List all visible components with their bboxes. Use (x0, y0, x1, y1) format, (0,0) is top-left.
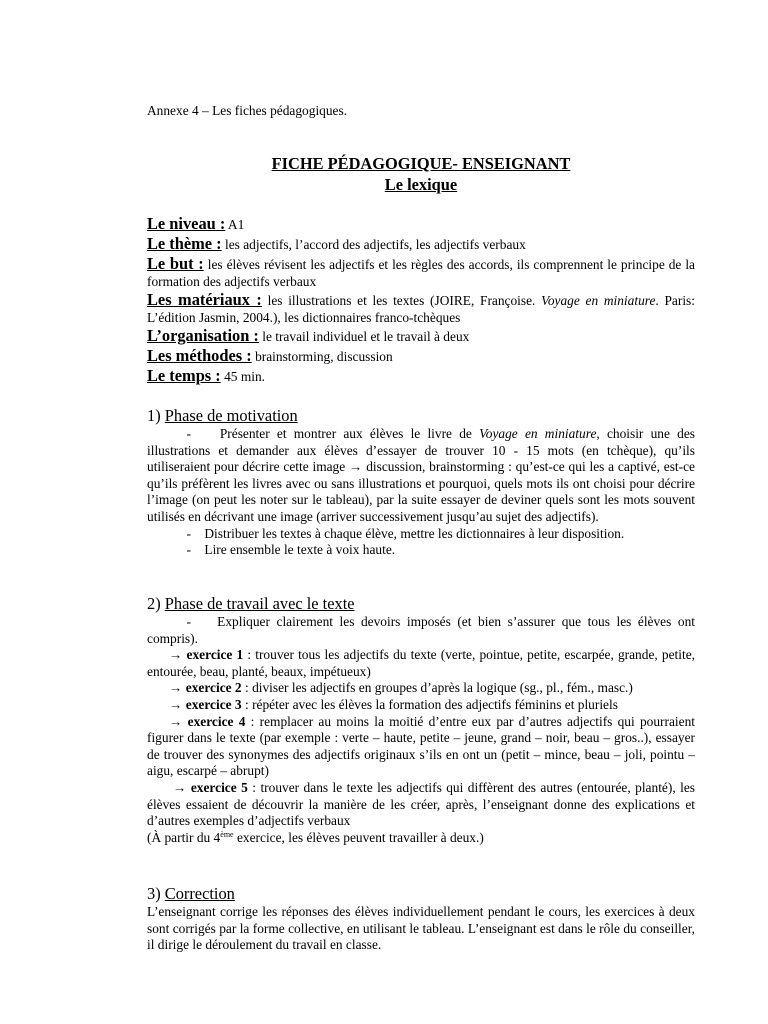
book-title: Voyage en miniature (479, 426, 597, 441)
meta-but (147, 254, 695, 290)
exercise-item (147, 780, 695, 830)
exercise-item (147, 697, 695, 714)
section-title (147, 594, 695, 614)
paragraph: L’enseignant corrige les réponses des élèves individuellement pendant le cours, les exercices à deux sont corrigés par la forme collective, en utilisant le tableau. L’enseignant est dans le rôle du conseiller, il dirige le déroulement du travail en classe. (147, 904, 695, 953)
sub-title: Le lexique (384, 175, 458, 194)
dash-marker: - (186, 525, 191, 541)
item-text: Présenter et montrer aux élèves le livre de (219, 426, 472, 441)
meta-value: le travail individuel et le travail à deux (262, 329, 470, 344)
section-title (147, 406, 695, 426)
meta-value: les adjectifs, l’accord des adjectifs, les adjectifs verbaux (225, 237, 526, 252)
meta-value: A1 (227, 217, 245, 232)
meta-value: 45 min. (224, 369, 266, 384)
exercise-text: : trouver dans le texte les adjectifs qui diffèrent des autres (entourée, planté), les élèves essaient de découvrir la manière de les créer, après, l’enseignant donne des explications et d’autres exemples d’adjectifs verbaux (147, 779, 695, 829)
exercise-item (147, 714, 695, 780)
section-heading: Phase de travail avec le texte (164, 594, 355, 613)
section-motivation (147, 406, 695, 559)
section-heading: Phase de motivation (164, 406, 298, 425)
meta-label: Les matériaux : (147, 290, 262, 309)
section-number: 3) (147, 884, 161, 903)
list-item (147, 526, 695, 543)
section-correction (147, 884, 695, 954)
meta-label: L’organisation : (147, 326, 259, 345)
arrow-icon: → (169, 647, 183, 663)
exercise-label: exercice 1 (186, 647, 244, 663)
note (147, 830, 695, 847)
dash-marker: - (186, 426, 191, 441)
meta-theme (147, 234, 695, 254)
item-text: Lire ensemble le texte à voix haute. (204, 542, 396, 558)
meta-niveau (147, 214, 695, 234)
arrow-icon: → (169, 696, 183, 712)
section-heading: Correction (164, 884, 235, 903)
meta-label: Le but : (147, 254, 204, 273)
exercise-text: : diviser les adjectifs en groupes d’après la logique (sg., pl., fém., masc.) (245, 680, 633, 696)
title-block (147, 153, 695, 195)
section-travail (147, 594, 695, 846)
exercise-label: exercice 5 (190, 779, 248, 795)
exercise-text: : trouver tous les adjectifs du texte (verte, pointue, petite, escarpée, grande, petite, entourée, beau, planté, beaux, impétueux) (147, 647, 695, 679)
list-item (147, 426, 695, 526)
note-superscript: ème (220, 829, 234, 839)
main-title: FICHE PÉDAGOGIQUE- ENSEIGNANT (271, 154, 571, 173)
exercise-label: exercice 4 (187, 713, 246, 729)
exercise-item (147, 647, 695, 680)
list-item (147, 614, 695, 647)
exercise-text: : remplacer au moins la moitié d’entre eux par d’autres adjectifs qui pourraient figurer dans le texte (par exemple : verte – haute, petite – jeune, grand – noir, beau – gros..), essayer de trouver des synonymes des adjectifs originaux s’ils en ont un (petit – mince, beau – joli, pointu – aigu, escarpé – abrupt) (147, 713, 695, 779)
meta-temps (147, 366, 695, 386)
dash-marker: - (186, 614, 191, 629)
exercise-item (147, 680, 695, 697)
section-title (147, 884, 695, 904)
item-text: , choisir une des illustrations et demander aux élèves d’essayer de trouver 10 - 15 mots (en tchèque), qu’ils utiliseraient pour décrire cette image → discussion, brainstorming : qu’est-ce qui les a captivé, est-ce qu’ils préfèrent les livres avec ou sans illustrations et pourquoi, quels mots ils ont choisi pour décrire l’image (on peut les noter sur le tableau), par la suite essayer de deviner quels sont les mots souvent utilisés en décrivant une image (arriver successivement jusqu’au sujet des adjectifs). (147, 426, 696, 524)
meta-value: les illustrations et les textes (JOIRE, Françoise. (267, 293, 536, 308)
meta-value: brainstorming, discussion (255, 349, 393, 364)
section-number: 2) (147, 594, 161, 613)
list-item (147, 542, 695, 559)
exercise-text: : répéter avec les élèves la formation des adjectifs féminins et pluriels (245, 696, 618, 712)
arrow-icon: → (169, 713, 183, 729)
meta-label: Le niveau : (147, 214, 226, 233)
annexe-header: Annexe 4 – Les fiches pédagogiques. (147, 103, 348, 118)
meta-block (147, 214, 695, 386)
meta-value: les élèves révisent les adjectifs et les règles des accords, ils comprennent le principe de la formation des adjectifs verbaux (147, 257, 695, 289)
meta-label: Le temps : (147, 366, 221, 385)
meta-label: Les méthodes : (147, 346, 252, 365)
meta-label: Le thème : (147, 234, 222, 253)
arrow-icon: → (173, 779, 187, 795)
arrow-icon: → (169, 680, 183, 696)
note-text: (À partir du 4 (147, 829, 221, 845)
exercise-label: exercice 3 (185, 696, 242, 712)
book-title: Voyage en miniature (541, 293, 656, 308)
section-number: 1) (147, 406, 161, 425)
meta-methodes (147, 346, 695, 366)
item-text: Distribuer les textes à chaque élève, mettre les dictionnaires à leur disposition. (204, 525, 625, 541)
exercise-label: exercice 2 (185, 680, 242, 696)
meta-organisation (147, 326, 695, 346)
item-text: Expliquer clairement les devoirs imposés (et bien s’assurer que tous les élèves ont compris). (147, 614, 695, 646)
meta-materiaux (147, 290, 695, 326)
note-text: exercice, les élèves peuvent travailler à deux.) (236, 829, 484, 845)
dash-marker: - (186, 542, 191, 558)
meta-value: . Paris: L’édition Jasmin, 2004.), les dictionnaires franco-tchèques (147, 293, 695, 325)
